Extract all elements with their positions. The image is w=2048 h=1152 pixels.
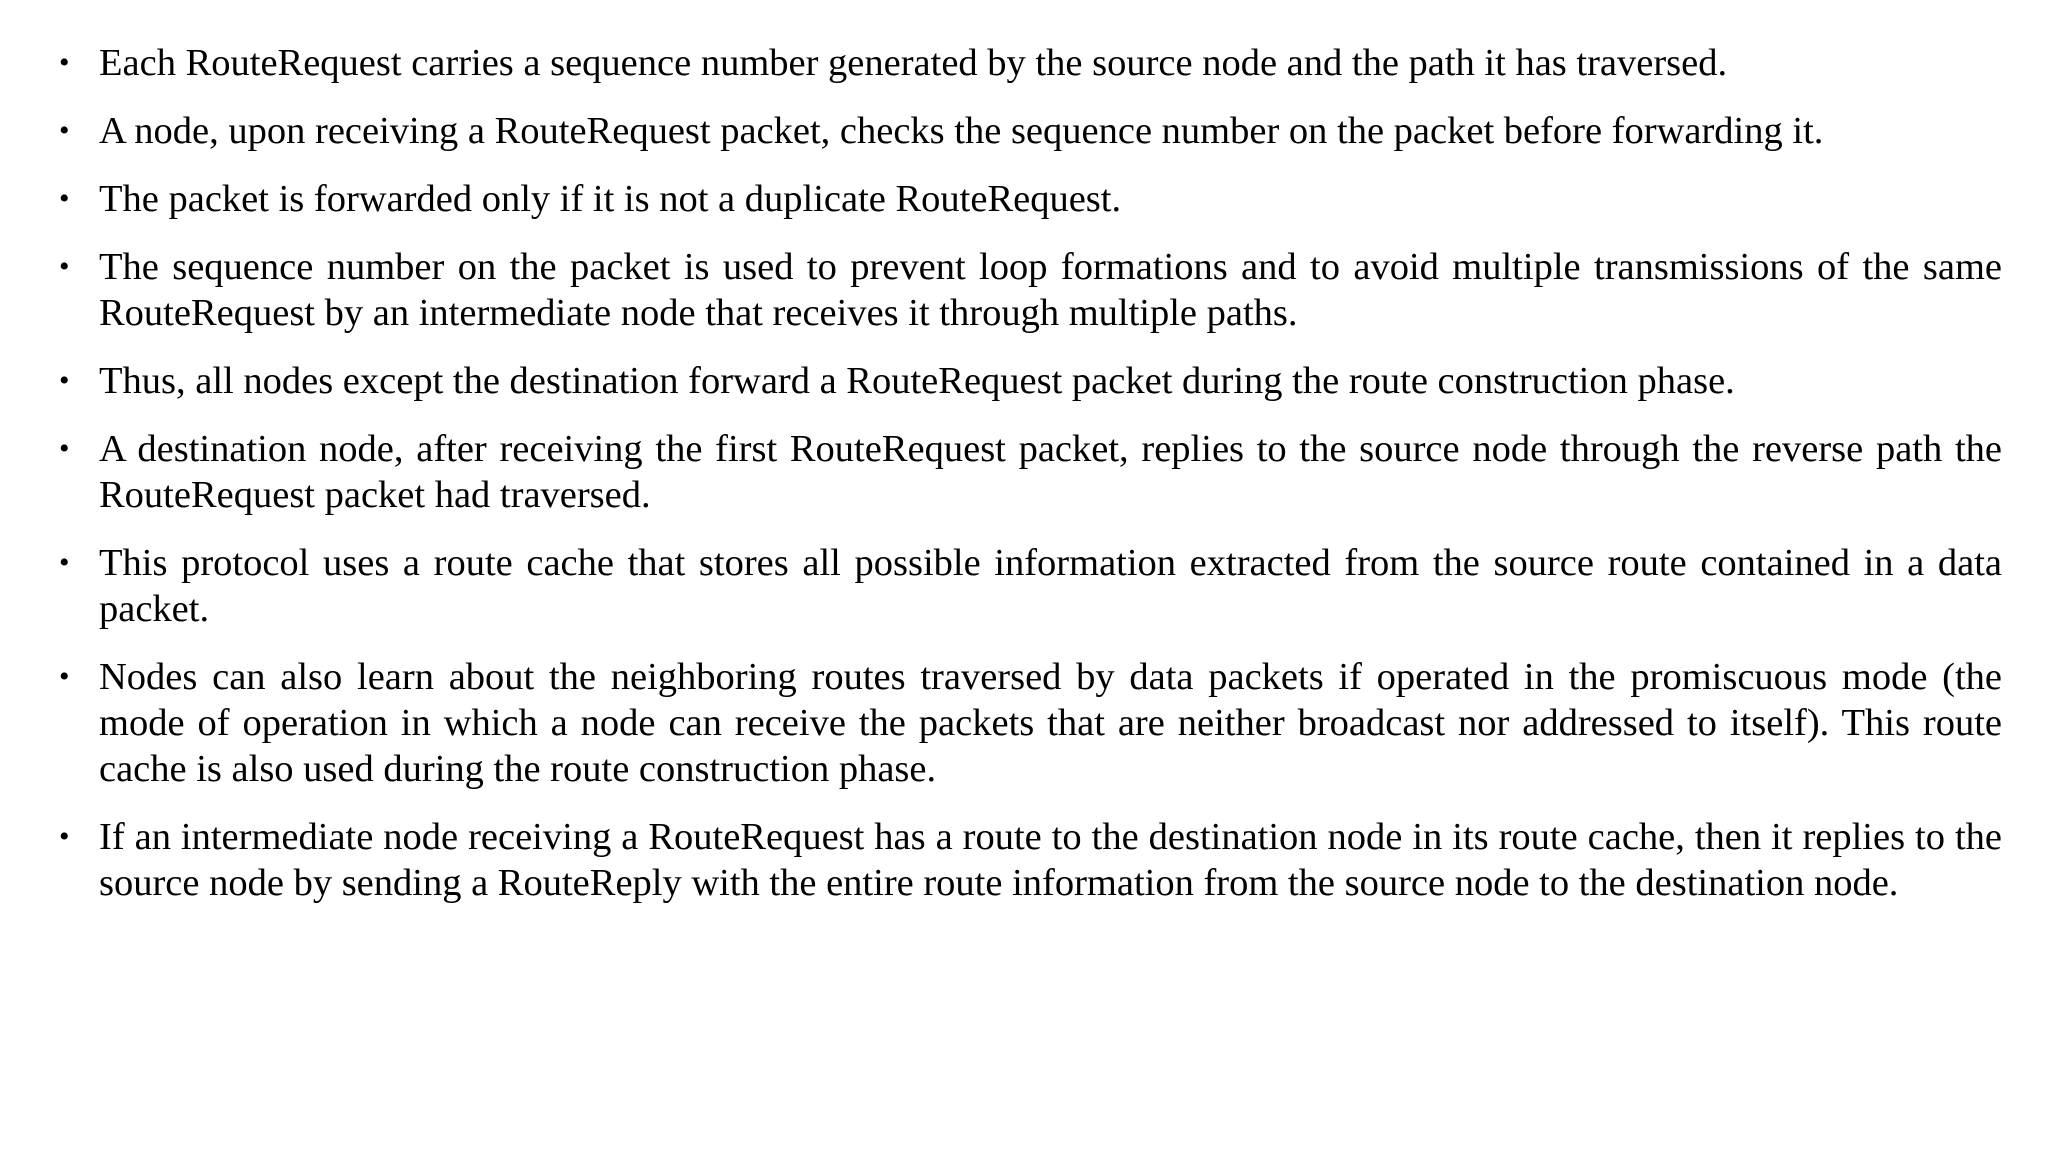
bullet-item bbox=[56, 358, 2002, 404]
bullet-text: Thus, all nodes except the destination forward a RouteRequest packet during the route construction phase. bbox=[99, 360, 1735, 402]
bullet-text: Nodes can also learn about the neighboring routes traversed by data packets if operated in the promiscuous mode (the mode of operation in which a node can receive the packets that are neither broadcast nor addressed to itself). This route cache is also used during the route construction phase. bbox=[99, 656, 2002, 790]
bullet-icon: • bbox=[59, 546, 70, 579]
bullet-item bbox=[56, 654, 2002, 792]
bullet-text: The packet is forwarded only if it is not a duplicate RouteRequest. bbox=[99, 178, 1122, 220]
bullet-text: This protocol uses a route cache that stores all possible information extracted from the source route contained in a data packet. bbox=[99, 542, 2002, 630]
bullet-item bbox=[56, 40, 2002, 86]
bullet-item bbox=[56, 426, 2002, 518]
bullet-item bbox=[56, 108, 2002, 154]
bullet-icon: • bbox=[59, 660, 70, 693]
bullet-text: A node, upon receiving a RouteRequest packet, checks the sequence number on the packet before forwarding it. bbox=[99, 110, 1824, 152]
bullet-list bbox=[56, 40, 2002, 906]
bullet-item bbox=[56, 540, 2002, 632]
bullet-text: If an intermediate node receiving a RouteRequest has a route to the destination node in its route cache, then it replies to the source node by sending a RouteReply with the entire route information from the source node to the destination node. bbox=[99, 816, 2002, 904]
bullet-icon: • bbox=[59, 432, 70, 465]
bullet-item bbox=[56, 814, 2002, 906]
bullet-text: A destination node, after receiving the first RouteRequest packet, replies to the source node through the reverse path the RouteRequest packet had traversed. bbox=[99, 428, 2002, 516]
bullet-icon: • bbox=[59, 250, 70, 283]
bullet-icon: • bbox=[59, 820, 70, 853]
bullet-icon: • bbox=[59, 182, 70, 215]
bullet-text: Each RouteRequest carries a sequence number generated by the source node and the path it has traversed. bbox=[99, 42, 1728, 84]
bullet-text: The sequence number on the packet is used to prevent loop formations and to avoid multiple transmissions of the same RouteRequest by an intermediate node that receives it through multiple paths. bbox=[99, 246, 2002, 334]
bullet-icon: • bbox=[59, 364, 70, 397]
bullet-icon: • bbox=[59, 46, 70, 79]
bullet-item bbox=[56, 176, 2002, 222]
bullet-icon: • bbox=[59, 114, 70, 147]
bullet-item bbox=[56, 244, 2002, 336]
